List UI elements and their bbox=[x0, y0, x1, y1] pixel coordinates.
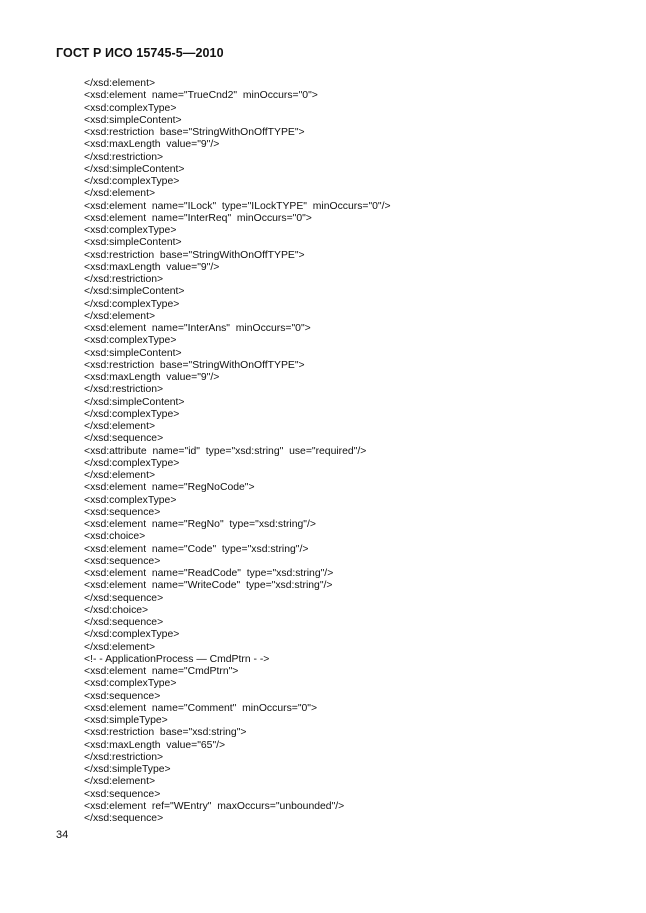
code-line: <xsd:element name="WriteCode" type="xsd:string"/> bbox=[84, 580, 333, 592]
code-line: <xsd:maxLength value="9"/> bbox=[84, 139, 220, 151]
code-line: <xsd:complexType> bbox=[84, 335, 177, 347]
code-line: </xsd:complexType> bbox=[84, 629, 180, 641]
code-line: </xsd:sequence> bbox=[84, 617, 164, 628]
code-line: <xsd:complexType> bbox=[84, 494, 177, 506]
code-line: <xsd:element name="RegNo" type="xsd:string"/> bbox=[84, 519, 316, 530]
code-line: <xsd:element name="CmdPtrn"> bbox=[84, 666, 239, 677]
code-line: <xsd:element name="InterReq" minOccurs="0"> bbox=[84, 212, 312, 224]
code-line: <xsd:element name="ReadCode" type="xsd:string"/> bbox=[84, 568, 334, 579]
code-line: <xsd:element name="TrueCnd2" minOccurs="0"> bbox=[84, 90, 318, 102]
code-line: <xsd:restriction base="xsd:string"> bbox=[84, 727, 247, 739]
code-line: </xsd:element> bbox=[84, 421, 156, 432]
code-line: </xsd:sequence> bbox=[84, 813, 164, 824]
code-line: <xsd:maxLength value="65"/> bbox=[84, 739, 226, 751]
code-line: </xsd:complexType> bbox=[84, 457, 180, 469]
code-line: <xsd:sequence> bbox=[84, 788, 161, 800]
code-line: </xsd:element> bbox=[84, 470, 156, 481]
code-line: </xsd:element> bbox=[84, 776, 156, 788]
code-line: <xsd:sequence> bbox=[84, 555, 161, 567]
code-line: <xsd:restriction base="StringWithOnOffTYPE"> bbox=[84, 359, 305, 371]
code-line: </xsd:simpleType> bbox=[84, 764, 171, 775]
code-line: </xsd:complexType> bbox=[84, 298, 180, 310]
code-line: </xsd:element> bbox=[84, 641, 156, 653]
code-line: <xsd:sequence> bbox=[84, 506, 161, 518]
code-line: <xsd:element name="Code" type="xsd:string"/> bbox=[84, 543, 309, 555]
code-line: <xsd:complexType> bbox=[84, 102, 177, 114]
code-line: </xsd:simpleContent> bbox=[84, 286, 185, 298]
code-line: <xsd:simpleContent> bbox=[84, 237, 182, 249]
code-line: <!- - ApplicationProcess — CmdPtrn - -> bbox=[84, 653, 270, 665]
code-line: <xsd:element name="ILock" type="ILockTYPE" minOccurs="0"/> bbox=[84, 200, 391, 212]
code-line: <xsd:maxLength value="9"/> bbox=[84, 261, 220, 273]
code-line: </xsd:sequence> bbox=[84, 433, 164, 445]
code-line: <xsd:restriction base="StringWithOnOffTYPE"> bbox=[84, 249, 305, 261]
code-line: </xsd:complexType> bbox=[84, 408, 180, 420]
code-line: <xsd:complexType> bbox=[84, 225, 177, 236]
code-line: <xsd:simpleContent> bbox=[84, 347, 182, 359]
code-line: <xsd:element name="InterAns" minOccurs="0"> bbox=[84, 323, 311, 334]
code-line: </xsd:simpleContent> bbox=[84, 396, 185, 408]
code-line: <xsd:simpleType> bbox=[84, 715, 168, 726]
code-line: <xsd:choice> bbox=[84, 531, 146, 543]
page-number: 34 bbox=[56, 829, 69, 841]
code-line: <xsd:restriction base="StringWithOnOffTYPE"> bbox=[84, 127, 305, 138]
code-line: </xsd:choice> bbox=[84, 604, 149, 616]
code-line: </xsd:restriction> bbox=[84, 751, 164, 763]
code-line: </xsd:restriction> bbox=[84, 151, 164, 163]
code-line: <xsd:attribute name="id" type="xsd:string" use="required"/> bbox=[84, 445, 367, 457]
code-line: </xsd:simpleContent> bbox=[84, 163, 185, 175]
code-line: </xsd:restriction> bbox=[84, 384, 164, 396]
code-line: </xsd:sequence> bbox=[84, 592, 164, 604]
code-line: </xsd:element> bbox=[84, 78, 156, 89]
code-line: </xsd:complexType> bbox=[84, 176, 180, 187]
code-line: <xsd:maxLength value="9"/> bbox=[84, 372, 220, 383]
code-line: <xsd:element ref="WEntry" maxOccurs="unbounded"/> bbox=[84, 800, 345, 812]
page-header-standard-title: ГОСТ Р ИСО 15745-5—2010 bbox=[56, 46, 224, 60]
code-line: </xsd:element> bbox=[84, 310, 156, 322]
code-line: <xsd:simpleContent> bbox=[84, 114, 182, 126]
code-line: <xsd:complexType> bbox=[84, 678, 177, 690]
xml-schema-code-listing bbox=[84, 78, 391, 825]
code-line: </xsd:restriction> bbox=[84, 274, 164, 285]
code-line: <xsd:sequence> bbox=[84, 690, 161, 702]
code-line: <xsd:element name="Comment" minOccurs="0"> bbox=[84, 702, 318, 714]
code-line: </xsd:element> bbox=[84, 188, 156, 200]
code-line: <xsd:element name="RegNoCode"> bbox=[84, 482, 255, 494]
